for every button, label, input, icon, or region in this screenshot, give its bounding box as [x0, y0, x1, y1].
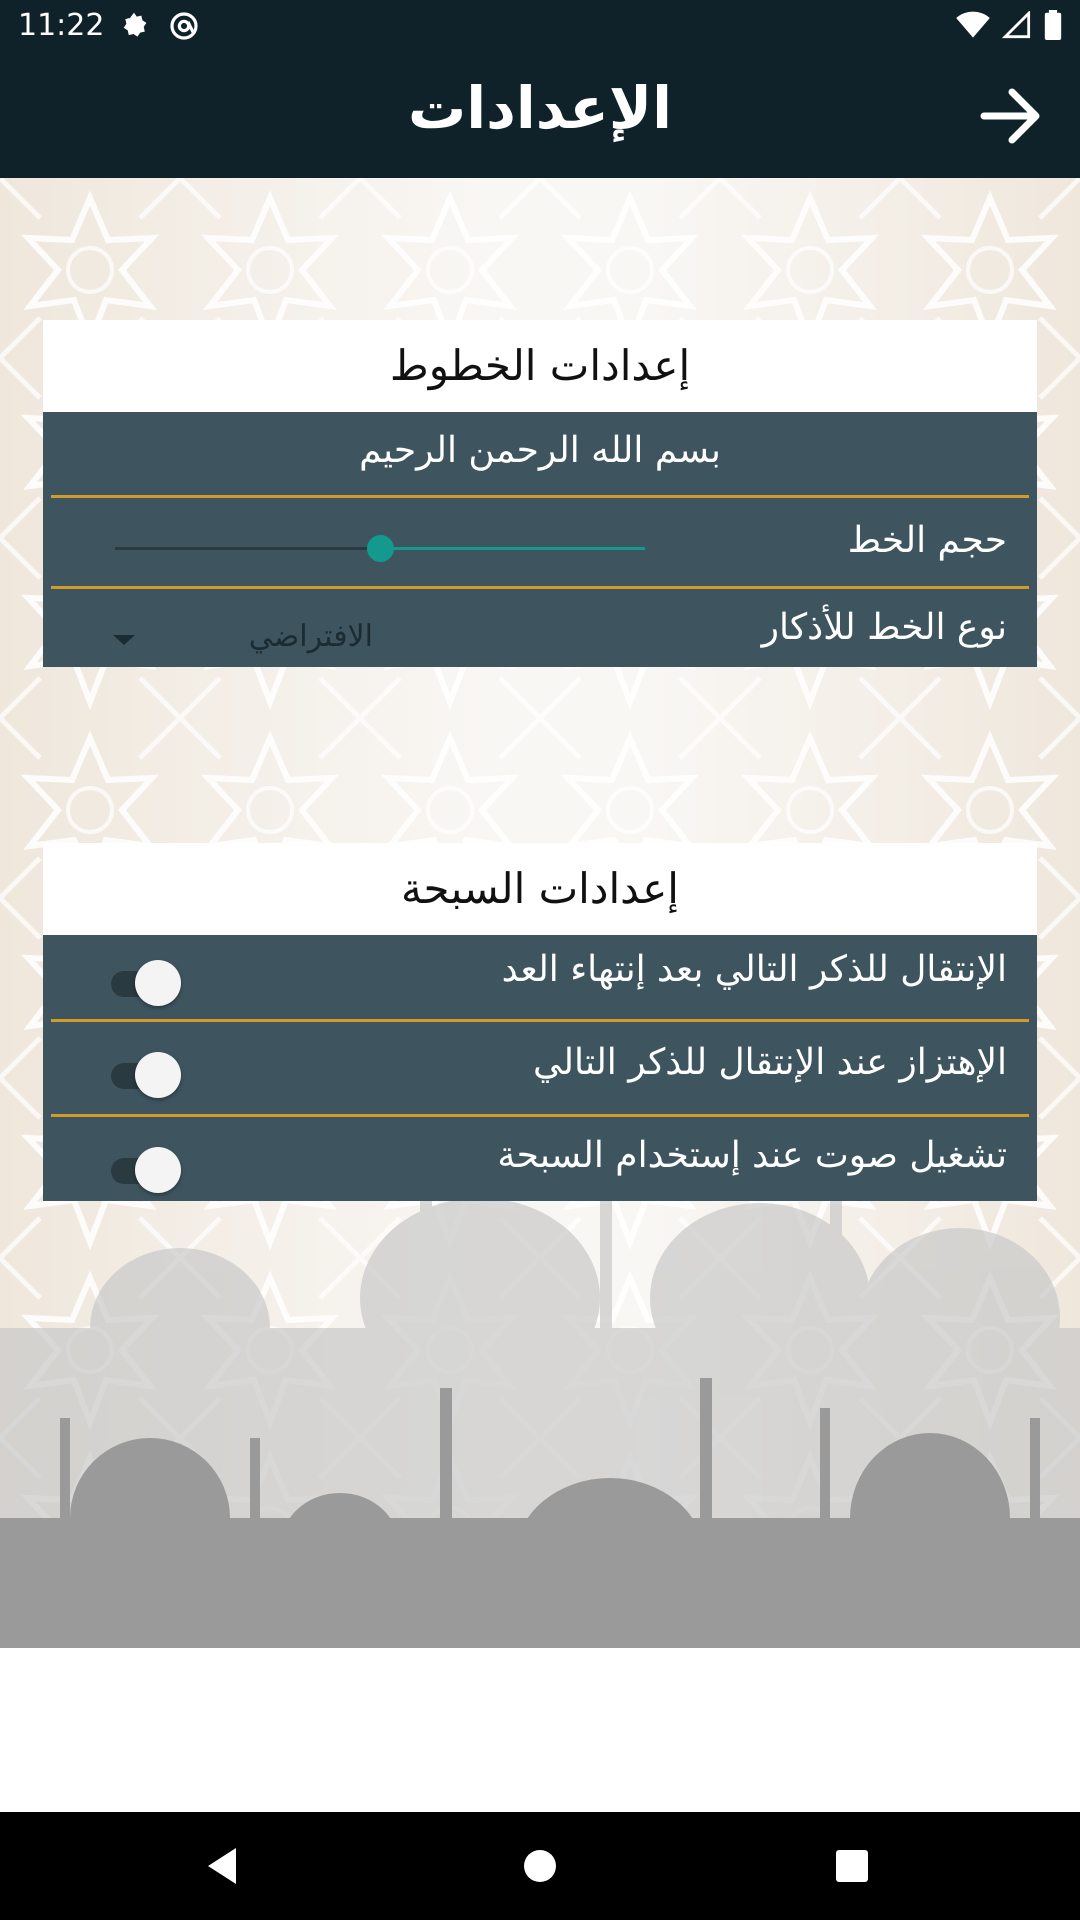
font-type-row	[43, 589, 1037, 667]
font-type-dropdown[interactable]	[113, 615, 373, 665]
toggle-thumb	[135, 960, 181, 1006]
sound-toggle[interactable]	[105, 1147, 181, 1191]
tasbih-option-row	[43, 1022, 1037, 1114]
fonts-card-body	[43, 412, 1037, 667]
signal-icon	[1002, 11, 1032, 39]
tasbih-option-row	[43, 1117, 1037, 1201]
slider-thumb[interactable]	[367, 535, 394, 562]
toggle-thumb	[135, 1147, 181, 1193]
tasbih-option-label: الإهتزاز عند الإنتقال للذكر التالي	[533, 1042, 1007, 1083]
wifi-icon	[956, 11, 990, 39]
font-size-slider[interactable]	[115, 547, 645, 550]
font-preview-row	[43, 412, 1037, 495]
tasbih-settings-card	[43, 843, 1037, 1201]
toggle-thumb	[135, 1052, 181, 1098]
font-type-selected: الافتراضي	[248, 619, 373, 654]
battery-icon	[1044, 10, 1062, 40]
at-sign-icon	[168, 10, 200, 42]
system-nav-bar	[0, 1812, 1080, 1920]
page-title: الإعدادات	[407, 74, 672, 142]
fonts-settings-card	[43, 320, 1037, 667]
font-preview-text: بسم الله الرحمن الرحيم	[359, 430, 721, 471]
status-bar	[0, 0, 1080, 52]
tasbih-option-label: تشغيل صوت عند إستخدام السبحة	[497, 1135, 1007, 1176]
tasbih-card-header: إعدادات السبحة	[43, 843, 1037, 935]
app-bar	[0, 52, 1080, 178]
home-circle-icon[interactable]	[516, 1842, 564, 1890]
back-triangle-icon[interactable]	[200, 1842, 248, 1890]
slider-fill	[380, 547, 645, 550]
tasbih-option-row	[43, 935, 1037, 1019]
fonts-card-header: إعدادات الخطوط	[43, 320, 1037, 412]
font-type-label: نوع الخط للأذكار	[761, 607, 1007, 648]
status-time: 11:22	[18, 8, 105, 43]
dropdown-arrow-icon	[113, 635, 135, 645]
tasbih-option-label: الإنتقال للذكر التالي بعد إنتهاء العد	[501, 949, 1007, 990]
settings-gear-icon	[118, 10, 150, 42]
font-size-label: حجم الخط	[847, 520, 1007, 561]
arrow-right-icon[interactable]	[980, 88, 1042, 144]
font-size-row	[43, 498, 1037, 586]
auto-next-toggle[interactable]	[105, 960, 181, 1004]
recents-square-icon[interactable]	[828, 1842, 876, 1890]
tasbih-card-body	[43, 935, 1037, 1201]
vibrate-toggle[interactable]	[105, 1052, 181, 1096]
